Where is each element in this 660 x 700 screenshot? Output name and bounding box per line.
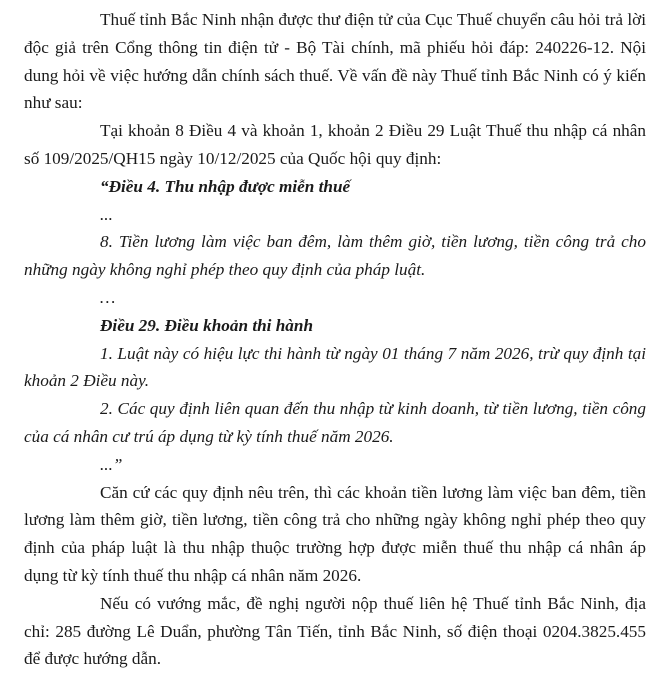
intro-paragraph: Thuế tỉnh Bắc Ninh nhận được thư điện tử của Cục Thuế chuyển câu hỏi trả lời độc giả trên Cổng thông tin điện tử - Bộ Tài chính, mã phiếu hỏi đáp: 240226-12. Nội dung hỏi về việc hướng dẫn chính sách thuế. Về vấn đề này Thuế tỉnh Bắc Ninh có ý kiến như sau:	[24, 10, 646, 113]
quote-clause-2: 2. Các quy định liên quan đến thu nhập từ kinh doanh, từ tiền lương, tiền công của cá nhân cư trú áp dụng từ kỳ tính thuế năm 2026.	[24, 399, 646, 446]
quote-clause-8: 8. Tiền lương làm việc ban đêm, làm thêm giờ, tiền lương, tiền công trả cho những ngày không nghỉ phép theo quy định của pháp luật.	[24, 232, 646, 280]
conclusion-paragraph: Căn cứ các quy định nêu trên, thì các khoản tiền lương làm việc ban đêm, tiền lương làm thêm giờ, tiền lương, tiền công trả cho những ngày không nghỉ phép theo quy định của pháp luật là thu nhập thuộc trường hợp được miễn thuế thu nhập cá nhân áp dụng từ kỳ tính thuế thu nhập cá nhân năm 2026.	[24, 482, 646, 585]
quote-ellipsis-closing: ...”	[100, 454, 123, 474]
quote-ellipsis: …	[100, 287, 116, 307]
contact-paragraph: Nếu có vướng mắc, đề nghị người nộp thuế liên hệ Thuế tỉnh Bắc Ninh, địa chỉ: 285 đường Lê Duẩn, phường Tân Tiến, tỉnh Bắc Ninh, số điện thoại 0204.3825.455 để được hướng dẫn.	[24, 593, 646, 669]
quote-heading-article-29: Điều 29. Điều khoản thi hành	[100, 315, 313, 335]
quote-clause-1: 1. Luật này có hiệu lực thi hành từ ngày 01 tháng 7 năm 2026, trừ quy định tại khoản 2 Điều này.	[24, 343, 646, 391]
quote-heading-article-4: “Điều 4. Thu nhập được miễn thuế	[100, 176, 351, 196]
legal-basis-paragraph: Tại khoản 8 Điều 4 và khoản 1, khoản 2 Điều 29 Luật Thuế thu nhập cá nhân số 109/2025/QH15 ngày 10/12/2025 của Quốc hội quy định:	[24, 121, 646, 168]
quote-ellipsis: ...	[100, 204, 113, 224]
